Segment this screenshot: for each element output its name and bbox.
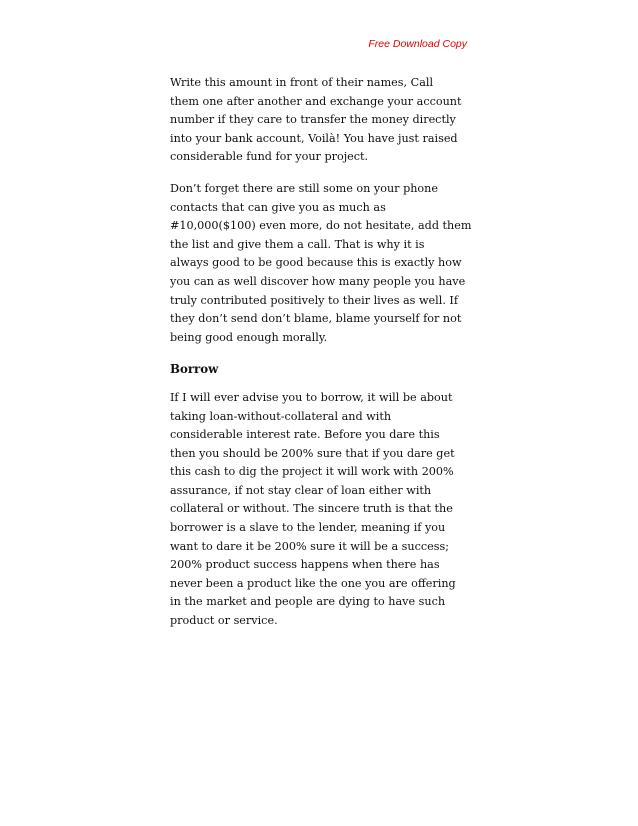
paragraph-line: you can as well discover how many people you have [170, 274, 466, 288]
paragraph-line: If I will ever advise you to borrow, it will be about [170, 390, 453, 404]
paragraph-line: this cash to dig the project it will work with 200% [170, 465, 454, 479]
paragraph-line: contacts that can give you as much as [170, 200, 386, 214]
paragraph-2 [170, 180, 490, 347]
paragraph-line: them one after another and exchange your account [170, 94, 462, 108]
paragraph-line: never been a product like the one you are offering [170, 576, 456, 590]
paragraph-line: assurance, if not stay clear of loan either with [170, 483, 432, 497]
paragraph-line: #10,000($100) even more, do not hesitate, add them [170, 219, 472, 233]
paragraph-line: being good enough morally. [170, 330, 328, 344]
paragraph-line: into your bank account, Voilà! You have just raised [170, 131, 458, 145]
paragraph-1 [170, 74, 490, 167]
paragraph-line: they don’t send don’t blame, blame yourself for not [170, 312, 462, 326]
paragraph-line: taking loan-without-collateral and with [170, 409, 392, 423]
paragraph-line: 200% product success happens when there has [170, 558, 440, 572]
paragraph-line: truly contributed positively to their lives as well. If [170, 293, 458, 307]
paragraph-line: product or service. [170, 614, 278, 628]
paragraph-line: number if they care to transfer the money directly [170, 113, 456, 127]
paragraph-line: want to dare it be 200% sure it will be a success; [170, 539, 450, 553]
paragraph-line: collateral or without. The sincere truth is that the [170, 502, 453, 516]
paragraph-line: in the market and people are dying to have such [170, 595, 446, 609]
paragraph-3 [170, 389, 490, 631]
section-heading-borrow: Borrow [170, 362, 219, 377]
paragraph-line: borrower is a slave to the lender, meaning if you [170, 521, 446, 535]
paragraph-line: considerable fund for your project. [170, 150, 369, 164]
paragraph-line: the list and give them a call. That is why it is [170, 237, 425, 251]
paragraph-line: Don’t forget there are still some on your phone [170, 181, 438, 195]
paragraph-line: considerable interest rate. Before you dare this [170, 428, 440, 442]
paragraph-line: then you should be 200% sure that if you dare get [170, 446, 455, 460]
paragraph-line: Write this amount in front of their names, Call [170, 76, 434, 89]
paragraph-line: always good to be good because this is exactly how [170, 256, 462, 270]
free-download-note: Free Download Copy [368, 38, 467, 50]
page-body [170, 74, 490, 644]
